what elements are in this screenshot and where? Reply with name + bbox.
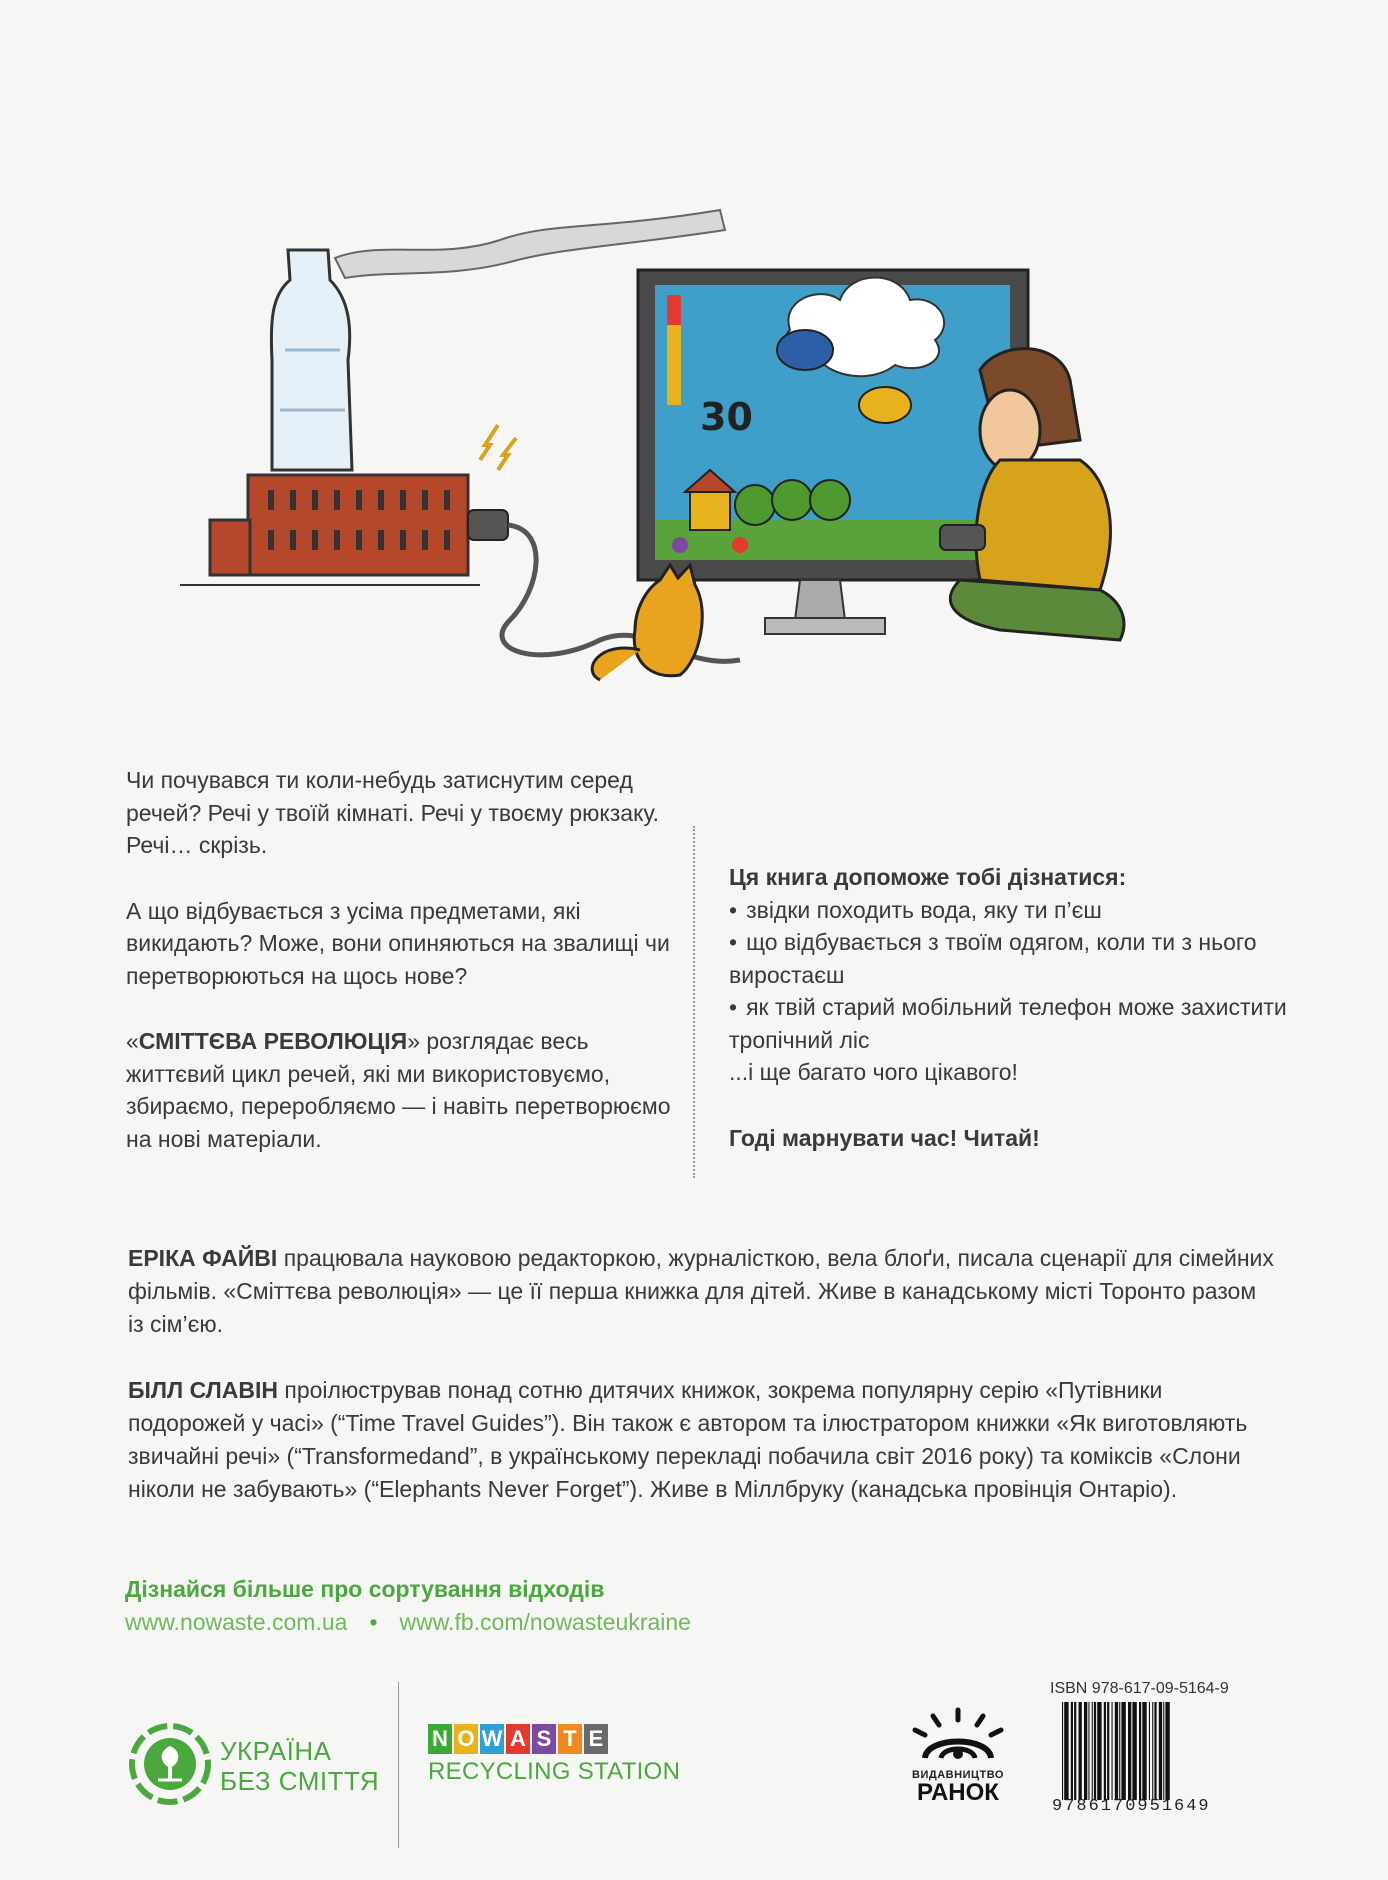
- barcode-bar: [1084, 1702, 1087, 1800]
- barcode-bar: [1064, 1702, 1068, 1800]
- ranok-publisher-logo: [898, 1706, 1018, 1816]
- intro-paragraph-1: Чи почувався ти коли-небудь затиснутим серед речей? Речі у твоїй кімнаті. Речі у твоєму рюкзаку. Речі… скрізь.: [126, 767, 659, 858]
- intro-paragraph-3: [126, 1025, 686, 1155]
- publisher-label: ВИДАВНИЦТВО: [912, 1769, 1004, 1781]
- barcode-bar: [1152, 1702, 1153, 1800]
- book-title: СМІТТЄВА РЕВОЛЮЦІЯ: [138, 1028, 408, 1054]
- barcode-bar: [1132, 1702, 1136, 1800]
- bullet: •: [729, 994, 738, 1020]
- barcode-bar: [1062, 1702, 1063, 1800]
- list-item-text: звідки походить вода, яку ти п’єш: [746, 896, 1102, 923]
- author-name: ЕРІКА ФАЙВІ: [128, 1245, 278, 1271]
- illustrator-bio-text: проілюстрував понад сотню дитячих книжок, зокрема популярну серію «Путівники подорожей у часі» (“Time Travel Guides”). Він також є автором та ілюстратором книжки «Як виготовляють звичайні речі» (“Transformedand”, в українському перекладі побачила світ 2016 року) та коміксів «Слони ніколи не забувають» (“Elephants Never Forget”). Живе в Міллбруку (канадська провінція Онтаріо).: [128, 1377, 1248, 1502]
- barcode-bar: [1088, 1702, 1089, 1800]
- svg-text:30: 30: [700, 395, 753, 439]
- cover-illustration: [180, 200, 1220, 800]
- intro-paragraph-2: А що відбувається з усіма предметами, які викидають? Може, вони опиняються на звалищі чи перетворюються на щось нове?: [126, 897, 670, 989]
- quote-open: «: [126, 1028, 139, 1054]
- nowaste-tile: W: [480, 1724, 504, 1754]
- nowaste-tile: A: [506, 1724, 530, 1754]
- barcode-bar: [1115, 1702, 1118, 1800]
- illustrator-bio: [128, 1374, 1278, 1506]
- bullet: •: [729, 929, 738, 955]
- benefits-column: [729, 861, 1289, 1154]
- author-bio: [128, 1242, 1278, 1341]
- author-bio-text: працювала науковою редакторкою, журналісткою, вела блоґи, писала сценарії для сімейних фільмів. «Сміттєва революція» — це її перша книжка для дітей. Живе в канадському місті Торонто разом із сім’єю.: [128, 1245, 1274, 1337]
- intro-paragraph-3-text: розглядає весь життєвий цикл речей, які ми використовуємо, збираємо, переробляємо — і навіть перетворюємо на нові матеріали.: [126, 1028, 671, 1152]
- benefits-list: [729, 894, 1289, 1057]
- list-item: [729, 991, 1289, 1056]
- nowaste-letter-tiles: [428, 1724, 698, 1754]
- nowaste-tile: T: [558, 1724, 582, 1754]
- nowaste-subtitle: RECYCLING STATION: [428, 1758, 681, 1785]
- ukraine-logo-line1: УКРАЇНА: [220, 1736, 332, 1766]
- barcode-bar: [1128, 1702, 1131, 1800]
- barcode-bar: [1163, 1702, 1164, 1800]
- promo-heading: Дізнайся більше про сортування відходів: [125, 1576, 605, 1602]
- link-separator: •: [369, 1609, 378, 1635]
- barcode-bar: [1097, 1702, 1101, 1800]
- list-item-text: як твій старий мобільний телефон може захистити тропічний ліс: [729, 994, 1287, 1053]
- nowaste-website-link[interactable]: www.nowaste.com.ua: [125, 1609, 348, 1635]
- ukraine-logo-line2: БЕЗ СМІТТЯ: [220, 1766, 380, 1796]
- nowaste-tile: N: [428, 1724, 452, 1754]
- bullet: •: [729, 896, 738, 923]
- nowaste-logo: [428, 1724, 698, 1794]
- barcode-bar: [1149, 1702, 1150, 1800]
- benefits-heading: Ця книга допоможе тобі дізнатися:: [729, 864, 1127, 890]
- nowaste-tile: O: [454, 1724, 478, 1754]
- facebook-link[interactable]: www.fb.com/nowasteukraine: [399, 1609, 691, 1635]
- publisher-name: РАНОК: [917, 1779, 999, 1806]
- barcode-bar: [1071, 1702, 1073, 1800]
- call-to-action: Годі марнувати час! Читай!: [729, 1124, 1040, 1151]
- barcode-bar: [1154, 1702, 1156, 1800]
- list-item-text: що відбувається з твоїм одягом, коли ти з нього виростаєш: [729, 929, 1257, 988]
- barcode-bar: [1142, 1702, 1146, 1800]
- barcode-bar: [1079, 1702, 1082, 1800]
- logo-divider: [398, 1682, 399, 1848]
- benefits-tail: ...і ще багато чого цікавого!: [729, 1059, 1018, 1085]
- column-divider: [693, 826, 695, 1178]
- isbn-barcode: [1060, 1702, 1254, 1800]
- author-bios: [128, 1242, 1278, 1539]
- illustrator-name: БІЛЛ СЛАВІН: [128, 1377, 278, 1403]
- nowaste-tile: S: [532, 1724, 556, 1754]
- barcode-bar: [1112, 1702, 1113, 1800]
- barcode-bar: [1094, 1702, 1096, 1800]
- nowaste-tile: E: [584, 1724, 608, 1754]
- barcode-bar: [1119, 1702, 1120, 1800]
- barcode-bar: [1107, 1702, 1109, 1800]
- intro-column: [126, 764, 686, 1188]
- quote-close: »: [407, 1028, 420, 1054]
- barcode-bar: [1074, 1702, 1076, 1800]
- tree-emblem-icon: [128, 1722, 212, 1806]
- barcode-bar: [1121, 1702, 1125, 1800]
- barcode-bar: [1092, 1702, 1093, 1800]
- promo-links: [125, 1609, 691, 1636]
- barcode-bar: [1139, 1702, 1141, 1800]
- list-item: [729, 926, 1289, 991]
- barcode-digits: 9786170951649: [1052, 1797, 1211, 1816]
- ukraine-no-waste-logo: [128, 1722, 388, 1808]
- barcode-bar: [1104, 1702, 1106, 1800]
- sunrise-icon: [903, 1706, 1013, 1762]
- isbn-label: ISBN 978-617-09-5164-9: [1050, 1680, 1229, 1697]
- list-item: [729, 894, 1289, 927]
- barcode-bar: [1159, 1702, 1162, 1800]
- barcode-bar: [1165, 1702, 1169, 1800]
